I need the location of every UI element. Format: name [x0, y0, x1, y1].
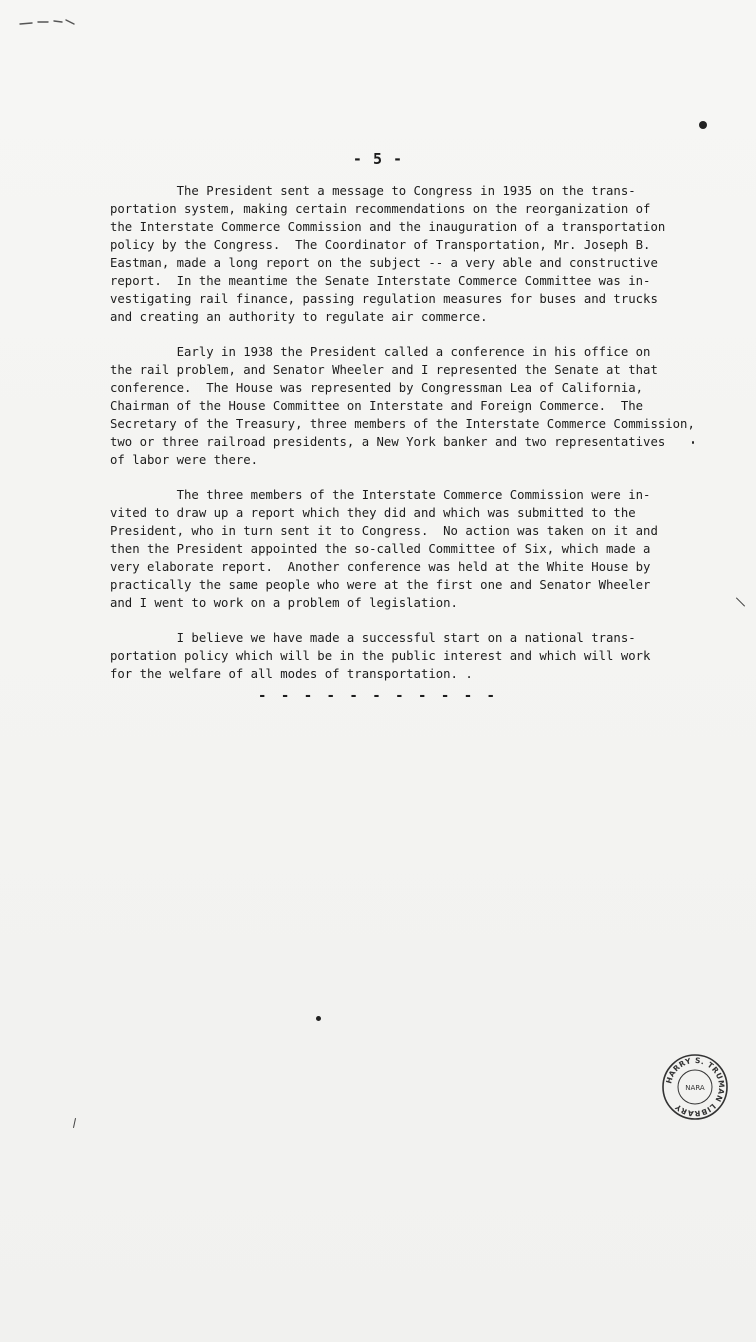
paragraph-3: The three members of the Interstate Commerce Commission were in- vited to draw up a report which they did and which was submitted to the President, who in turn sent it to Congress. No action was taken on it and then the President appointed the so-called Committee of Six, which made a very elaborate report. Another conference was held at the White House by practically the same people who were at the first one and Senator Wheeler and I went to work on a problem of legislation.: [110, 488, 658, 610]
handwritten-mark: [18, 16, 78, 28]
ink-dot: [699, 121, 707, 129]
library-stamp: [660, 1052, 730, 1122]
svg-text:NARA: NARA: [685, 1084, 705, 1092]
section-divider: - - - - - - - - - - -: [257, 688, 498, 704]
ink-stroke: [73, 1118, 76, 1128]
paragraph-1: The President sent a message to Congress in 1935 on the trans- portation system, making certain recommendations on the reorganization of the Interstate Commerce Commission and the inauguration of a transportation policy by the Congress. The Coordinator of Transportation, Mr. Joseph B. Eastman, made a long report on the subject -- a very able and constructive report. In the meantime the Senate Interstate Commerce Committee was in- vestigating rail finance, passing regulation measures for buses and trucks and creating an authority to regulate air commerce.: [110, 184, 666, 324]
paragraph-2: Early in 1938 the President called a conference in his office on the rail problem, and Senator Wheeler and I represented the Senate at that conference. The House was represented by Congressman Lea of California, Chairman of the House Committee on Interstate and Foreign Commerce. The Secretary of the Treasury, three members of the Interstate Commerce Commission, two or three railroad presidents, a New York banker and two representatives of labor were there.: [110, 345, 695, 467]
ink-stroke: [736, 597, 745, 606]
ink-dot: [316, 1016, 321, 1021]
page-number: - 5 -: [352, 150, 404, 168]
svg-text:HARRY S. TRUMAN LIBRARY: HARRY S. TRUMAN LIBRARY: [664, 1055, 727, 1119]
paragraph-4: I believe we have made a successful start on a national trans- portation policy which will be in the public interest and which will work for the welfare of all modes of transportation. .: [110, 631, 651, 681]
body-text: [110, 182, 706, 700]
